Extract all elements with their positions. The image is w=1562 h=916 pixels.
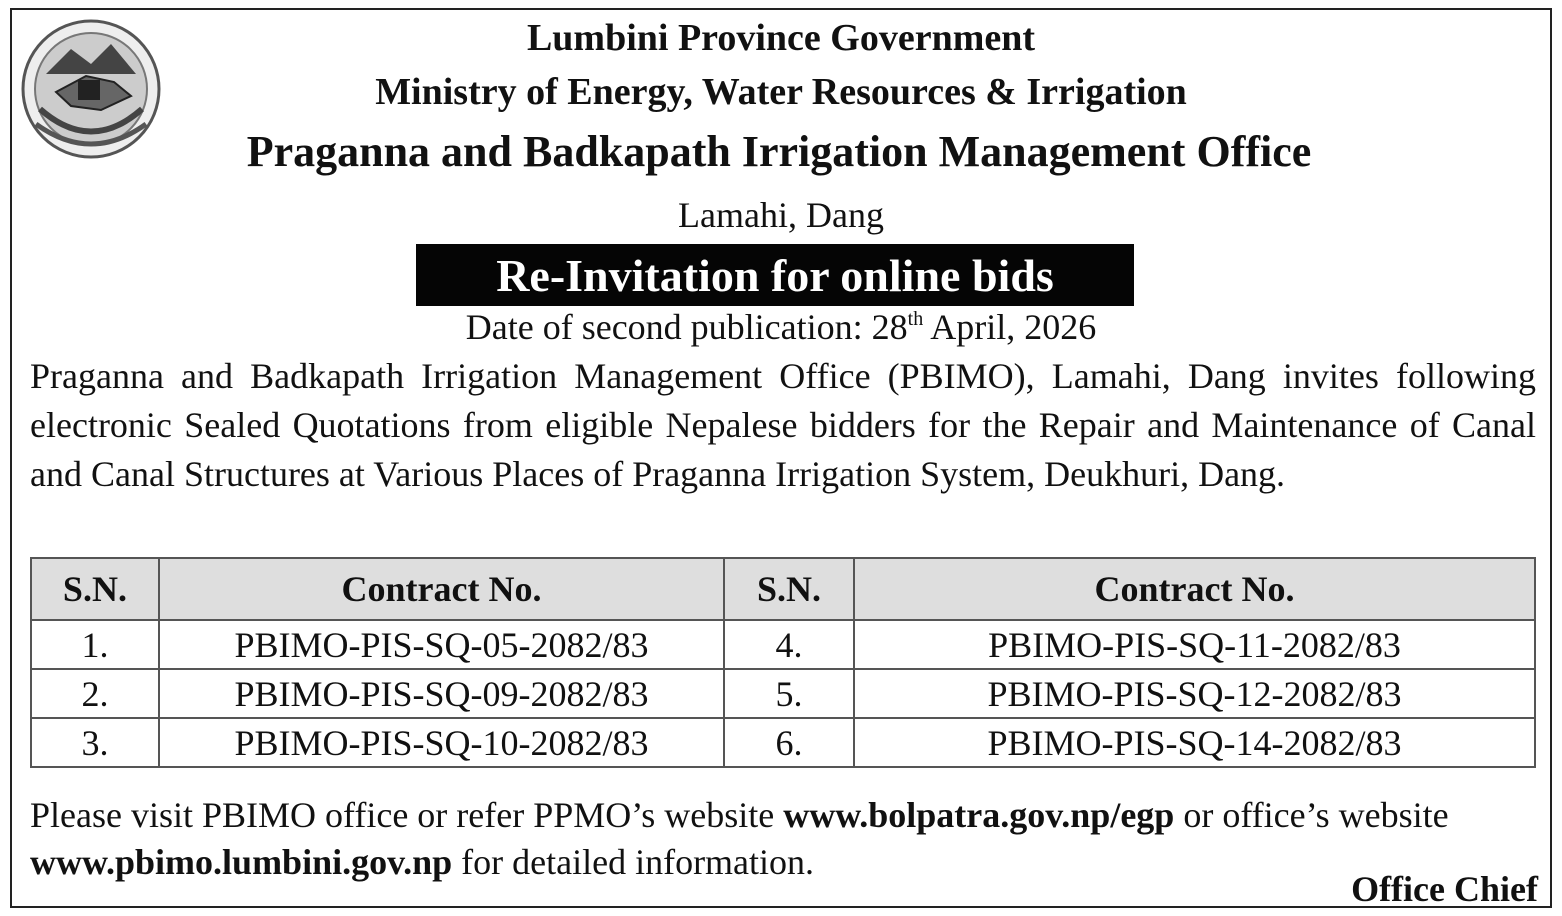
contracts-table xyxy=(30,557,1536,768)
contract-cell: PBIMO-PIS-SQ-09-2082/83 xyxy=(159,669,724,718)
footer-text-1: Please visit PBIMO office or refer PPMO’s website xyxy=(30,795,784,835)
office-location: Lamahi, Dang xyxy=(678,195,884,235)
col-header-sn: S.N. xyxy=(31,558,159,620)
sn-cell: 1. xyxy=(31,620,159,669)
publication-date xyxy=(0,306,1562,348)
bolpatra-link[interactable]: www.bolpatra.gov.np/egp xyxy=(783,795,1175,835)
sn-cell: 2. xyxy=(31,669,159,718)
table-row xyxy=(31,718,1535,767)
col-header-contract: Contract No. xyxy=(854,558,1535,620)
pbimo-link[interactable]: www.pbimo.lumbini.gov.np xyxy=(30,842,453,882)
sn-cell: 5. xyxy=(724,669,854,718)
government-name: Lumbini Province Government xyxy=(526,17,1036,59)
notice-title xyxy=(416,244,1134,306)
sn-cell: 4. xyxy=(724,620,854,669)
signature: Office Chief xyxy=(1351,869,1538,909)
table-row xyxy=(31,669,1535,718)
pub-date-suffix: April, 2026 xyxy=(923,307,1097,347)
table-row xyxy=(31,620,1535,669)
contract-cell: PBIMO-PIS-SQ-10-2082/83 xyxy=(159,718,724,767)
sn-cell: 3. xyxy=(31,718,159,767)
contract-cell: PBIMO-PIS-SQ-12-2082/83 xyxy=(854,669,1535,718)
contract-cell: PBIMO-PIS-SQ-05-2082/83 xyxy=(159,620,724,669)
pub-date-ordinal: th xyxy=(907,308,924,330)
contract-cell: PBIMO-PIS-SQ-11-2082/83 xyxy=(854,620,1535,669)
footer-text-2: or office’s website xyxy=(1174,795,1449,835)
contract-cell: PBIMO-PIS-SQ-14-2082/83 xyxy=(854,718,1535,767)
ministry-name: Ministry of Energy, Water Resources & Irrigation xyxy=(375,71,1187,113)
pub-date-prefix: Date of second publication: 28 xyxy=(465,307,908,347)
table-header-row xyxy=(31,558,1535,620)
footer-text xyxy=(30,792,1536,886)
sn-cell: 6. xyxy=(724,718,854,767)
col-header-sn: S.N. xyxy=(724,558,854,620)
footer-text-3: for detailed information. xyxy=(452,842,815,882)
col-header-contract: Contract No. xyxy=(159,558,724,620)
notice-body: Praganna and Badkapath Irrigation Management Office (PBIMO), Lamahi, Dang invites following electronic Sealed Quotations from eligible Nepalese bidders for the Repair and Maintenance of Canal and Canal Structures at Various Places of Praganna Irrigation System, Deukhuri, Dang. xyxy=(30,356,1536,494)
office-name: Praganna and Badkapath Irrigation Management Office xyxy=(246,127,1312,176)
notice-title-text: Re-Invitation for online bids xyxy=(496,249,1054,301)
